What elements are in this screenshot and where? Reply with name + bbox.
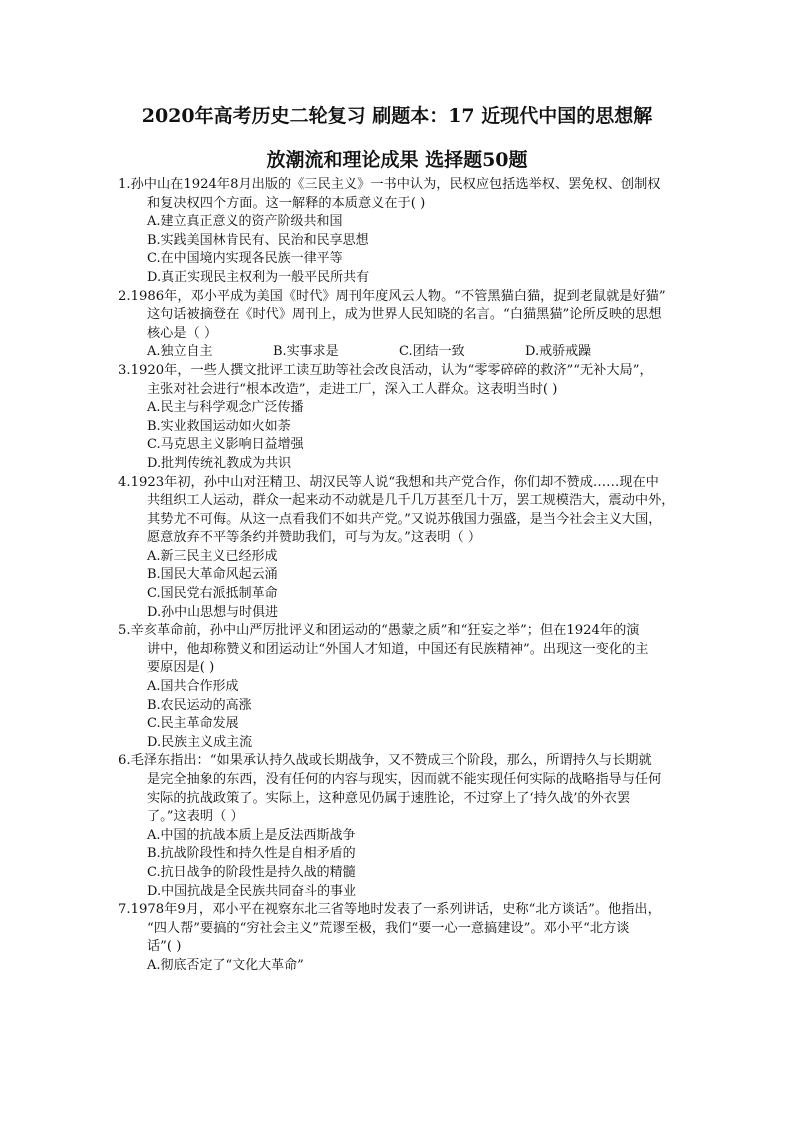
stem-line: 共组织工人运动，群众一起来动不动就是几千几万甚至几十万，罢工规模浩大，震动中外， (147, 493, 675, 509)
option-b: B.实业救国运动如火如荼 (147, 418, 291, 434)
stem-line: 6.毛泽东指出：“如果承认持久战或长期战争，又不赞成三个阶段，那么，所谓持久与长期就 (118, 753, 652, 769)
question-5 (118, 622, 710, 752)
question-7 (118, 901, 710, 975)
option-b: B.实践美国林肯民有、民治和民享思想 (147, 232, 369, 248)
option-c: C.马克思主义影响日益增强 (147, 437, 304, 453)
option-d: D.孙中山思想与时俱进 (147, 604, 279, 620)
stem-line: 这句话被摘登在《时代》周刊上，成为世界人民知晓的名言。“白猫黑猫”论所反映的思想 (147, 307, 662, 323)
question-list (118, 176, 710, 976)
question-stem (118, 622, 710, 678)
option-c: C.抗日战争的阶段性是持久战的精髓 (147, 864, 356, 880)
stem-line: 愿意放弃不平等条约并赞助我们，可与为友。”这表明（ ） (147, 530, 482, 546)
question-2 (118, 288, 710, 362)
option-a: A.新三民主义已经形成 (147, 548, 278, 564)
stem-line: 和复决权四个方面。这一解释的本质意义在于( ) (147, 195, 426, 211)
stem-line: 主张对社会进行“根本改造”，走进工厂，深入工人群众。这表明当时( ) (147, 381, 558, 397)
option-b: B.实事求是 (273, 344, 339, 360)
question-stem (118, 362, 710, 399)
option-b: B.农民运动的高涨 (147, 697, 252, 713)
option-b: B.抗战阶段性和持久性是自相矛盾的 (147, 846, 356, 862)
option-a: A.民主与科学观念广泛传播 (147, 400, 304, 416)
option-d: D.戒骄戒躁 (525, 344, 592, 360)
option-d: D.中国抗战是全民族共同奋斗的事业 (147, 883, 357, 899)
question-stem (118, 288, 710, 344)
option-row (118, 343, 710, 362)
stem-line: 其势尤不可侮。从这一点看我们不如共产党。”又说苏俄国力强盛，是当今社会主义大国， (147, 511, 662, 527)
option-d: D.民族主义成主流 (147, 734, 253, 750)
option-a: A.建立真正意义的资产阶级共和国 (147, 214, 343, 230)
stem-line: 5.辛亥革命前，孙中山严厉批评义和团运动的“愚蒙之质”和“狂妄之举”；但在1924年的演 (118, 623, 640, 639)
stem-line: 是完全抽象的东西，没有任何的内容与现实，因而就不能实现任何实际的战略指导与任何 (147, 772, 662, 787)
question-stem (118, 176, 710, 213)
option-c: C.民主革命发展 (147, 716, 239, 732)
question-stem (118, 901, 710, 957)
option-d: D.真正实现民主权利为一般平民所共有 (147, 269, 370, 285)
question-3 (118, 362, 710, 474)
option-a: A.彻底否定了“文化大革命” (147, 957, 304, 973)
stem-line: 话”( ) (147, 939, 182, 955)
option-c: C.国民党右派抵制革命 (147, 586, 278, 602)
option-b: B.国民大革命风起云涌 (147, 567, 278, 583)
stem-line: 实际的抗战政策了。实际上，这种意见仍属于速胜论，不过穿上了‘持久战’的外衣罢 (147, 790, 631, 806)
question-1 (118, 176, 710, 288)
stem-line: 了。”这表明（ ） (147, 809, 244, 825)
question-4 (118, 474, 710, 623)
option-a: A.独立自主 (147, 344, 213, 360)
option-a: A.国共合作形成 (147, 679, 239, 695)
question-stem (118, 474, 710, 548)
stem-line: 要原因是( ) (147, 660, 215, 676)
document-title-line-1: 2020年高考历史二轮复习 刷题本：17 近现代中国的思想解 (141, 105, 653, 127)
option-a: A.中国的抗战本质上是反法西斯战争 (147, 827, 356, 843)
document-title-line-2: 放潮流和理论成果 选择题50题 (266, 149, 528, 171)
option-c: C.在中国境内实现各民族一律平等 (147, 251, 343, 267)
stem-line: 7.1978年9月，邓小平在视察东北三省等地时发表了一系列讲话，史称“北方谈话”。他指出， (118, 902, 661, 918)
option-c: C.团结一致 (399, 344, 465, 360)
stem-line: 核心是（ ） (147, 325, 218, 341)
stem-line: “四人帮”要搞的“穷社会主义”荒谬至极，我们“要一心一意搞建设”。邓小平“北方谈 (147, 920, 630, 936)
stem-line: 2.1986年，邓小平成为美国《时代》周刊年度风云人物。“不管黑猫白猫，捉到老鼠就是好猫” (118, 288, 666, 304)
option-d: D.批判传统礼教成为共识 (147, 455, 292, 471)
stem-line: 1.孙中山在1924年8月出版的《三民主义》一书中认为，民权应包括选举权、罢免权、创制权 (118, 177, 661, 192)
question-6 (118, 752, 710, 901)
stem-line: 4.1923年初，孙中山对汪精卫、胡汉民等人说“我想和共产党合作，你们却不赞成……现在中 (118, 474, 659, 490)
question-stem (118, 752, 710, 826)
stem-line: 讲中，他却称赞义和团运动让“外国人才知道，中国还有民族精神”。出现这一变化的主 (147, 641, 649, 657)
stem-line: 3.1920年，一些人撰文批评工读互助等社会改良活动，认为“零零碎碎的救济”“无补大局”， (118, 362, 653, 378)
